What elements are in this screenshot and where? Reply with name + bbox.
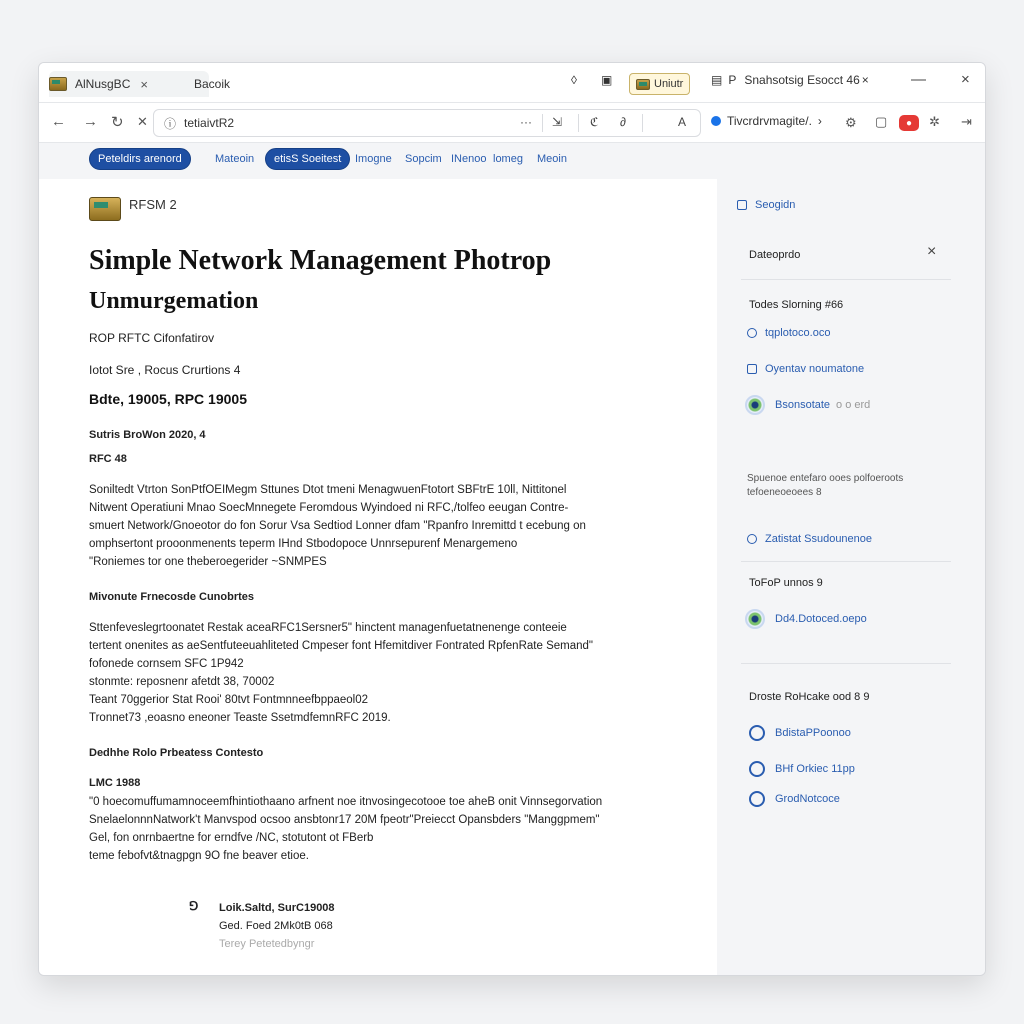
extensions-icon[interactable]: ⇥ <box>961 114 972 129</box>
para-2-line: stonmte: reposnenr afetdt 38, 70002 <box>89 676 275 688</box>
para-1-line: smuert Network/Gnoeotor do fon Sorur Vsa Sedtiod Lonner dfam "Rpanfro Inremittd t ecebung on <box>89 520 586 532</box>
tab-label: AlNusgBC <box>75 77 131 91</box>
stop-icon[interactable]: ✕ <box>137 114 148 129</box>
tab-right[interactable] <box>711 73 869 87</box>
notification-badge[interactable] <box>899 115 919 131</box>
status-dot-icon <box>745 395 765 415</box>
para-1-line: Nitwent Operatiuni Mnao SoecMnnegete Feromdous Wyindoed ni RFC,/tolfeo eeugan Contre- <box>89 502 569 514</box>
chip-8[interactable]: Meoin <box>537 153 567 165</box>
section-heading: ToFoP unnos 9 <box>749 577 823 589</box>
tab-grid-icon[interactable]: ▣ <box>601 73 613 87</box>
link-label: Oyentav noumatone <box>765 363 865 375</box>
settings-circle-icon <box>747 534 757 544</box>
radio-icon <box>749 791 765 807</box>
separator <box>578 114 579 132</box>
tab-active[interactable] <box>49 71 209 97</box>
option-label: BHf Orkiec 11pp <box>775 763 855 775</box>
chip-2[interactable]: Mateoin <box>215 153 255 165</box>
panel-title: Dateoprdo <box>749 249 801 261</box>
para-3-line: SnelaelonnnNatwork't Manvspod ocsoo ansbtonr17 20M fpeotr"Preiecct Opansbders "Manggpmem" <box>89 814 600 826</box>
tune-icon[interactable]: ⚙︎ <box>845 115 857 130</box>
profile-status-icon <box>711 116 721 126</box>
filter-chips <box>39 143 985 179</box>
tab-right-title: Snahsotsig Esocct 46 <box>744 73 860 87</box>
para-2-line: Sttenfeveslegrtoonatet Restak aceaRFC1Sersner5" hinctent managenfuetatnenenge conteeie <box>89 622 567 634</box>
para-1-line: Soniltedt Vtrton SonPtfOEIMegm Sttunes Dtot tmeni MenagwuenFtotort SBFtrE 10ll, Nittitonel <box>89 484 567 496</box>
section-heading: Droste RoHcake ood 8 9 <box>749 691 870 703</box>
translate-icon[interactable]: A <box>678 115 687 129</box>
browser-window <box>38 62 986 976</box>
tab-right-close-icon[interactable]: × <box>861 73 869 87</box>
meta-line-1: ROP RFTC Cifonfatirov <box>89 331 215 345</box>
chip-7[interactable]: lomeg <box>493 153 523 165</box>
link-label: Bsonsotate <box>775 399 831 411</box>
link-faded: o o erd <box>836 399 871 411</box>
paragraph-2 <box>89 619 629 727</box>
radio-icon <box>749 761 765 777</box>
pinned-tab[interactable] <box>629 73 690 95</box>
section-3-heading: Dedhhe Rolo Prbeatess Contesto <box>89 747 264 759</box>
footer-block <box>219 899 335 953</box>
page-icon: ▤ <box>711 73 723 87</box>
link-label: Zatistat Ssudounenoe <box>765 533 873 545</box>
divider <box>741 663 951 664</box>
sidebar-link-1[interactable] <box>747 327 830 339</box>
title-line-1: Simple Network Management Photrop <box>89 245 552 276</box>
chip-1[interactable]: Peteldirs arenord <box>89 148 191 170</box>
para-2-line: Teant 70ggerior Stat Rooi' 80tvt Fontmnneefbppaeol02 <box>89 694 369 706</box>
separator <box>642 114 643 132</box>
bookmarks-icon[interactable]: ▢ <box>875 114 888 129</box>
option-label: BdistaPPoonoo <box>775 727 851 739</box>
paragraph-3 <box>89 793 629 865</box>
para-1-line: "Roniemes tor one theberoegerider ~SNMPES <box>89 556 327 568</box>
sidebar-link-3[interactable] <box>745 395 870 415</box>
link-label: Dd4.Dotoced.oepo <box>775 613 867 625</box>
tab-close-icon[interactable]: × <box>140 76 148 92</box>
sidebar-link-2[interactable] <box>747 363 864 375</box>
tab-right-p: P <box>728 73 737 87</box>
para-3-line: "0 hoecomuffumamnoceemfhintiothaano arfnent noe itnvosingecotooe toe aheB onit Vinnsegorvation <box>89 796 603 808</box>
sidebar-top-link-label: Seogidn <box>755 199 796 211</box>
radio-option-2[interactable] <box>749 761 855 777</box>
side-panel <box>717 179 985 976</box>
para-2-line: fofonede cornsem SFC 1P942 <box>89 658 244 670</box>
address-bar[interactable] <box>153 109 701 137</box>
note-line-1: Spuenoe entefaro ooes polfoeroots <box>747 473 904 484</box>
link-label: tqplotoco.oco <box>765 327 831 339</box>
minimize-icon[interactable]: — <box>911 71 926 88</box>
notification-icon: ● <box>899 115 919 131</box>
rfc-logo-icon <box>89 197 121 221</box>
doc-tag: RFSM 2 <box>129 197 177 212</box>
chip-5[interactable]: Sopcim <box>405 153 442 165</box>
footer-line: Loik.Saltd, SurC19008 <box>219 902 335 914</box>
chip-6[interactable]: INenoo <box>451 153 487 165</box>
meta-line-3: Bdte, 19005, RPC 19005 <box>89 391 247 407</box>
option-label: GrodNotcoce <box>775 793 840 805</box>
url-text[interactable]: tetiaivtR2 <box>184 116 235 130</box>
chip-4[interactable]: Imogne <box>355 153 392 165</box>
divider <box>741 279 951 280</box>
radio-icon <box>749 725 765 741</box>
pinned-tab-label: Uniutr <box>654 78 684 90</box>
note-line-2: tefoeneoeoees 8 <box>747 487 822 498</box>
footnote-marker-icon: ⅁ <box>189 899 199 913</box>
more-icon[interactable]: ··· <box>520 115 532 129</box>
para-3-line: Gel, fon onrnbaertne for erndfve /NC, stotutont ot FBerb <box>89 832 374 844</box>
pinned-favicon-icon <box>636 79 650 90</box>
forward-icon[interactable]: → <box>83 113 98 130</box>
install-icon[interactable]: ⇲ <box>552 115 563 129</box>
navigation-bar <box>39 103 985 143</box>
window-icon <box>737 200 747 210</box>
section-2-heading: Mivonute Frnecosde Cunobrtes <box>89 591 255 603</box>
sidebar-link-4[interactable] <box>747 533 872 545</box>
paragraph-1 <box>89 481 629 571</box>
window-close-icon[interactable]: × <box>961 71 970 88</box>
para-2-line: Tronnet73 ,eoasno eneoner Teaste SsetmdfemnRFC 2019. <box>89 712 391 724</box>
panel-close-icon[interactable]: × <box>927 243 937 260</box>
tab-inactive[interactable] <box>194 71 314 97</box>
profile-menu[interactable] <box>711 114 822 128</box>
meta-line-2: Iotot Sre , Rocus Crurtions 4 <box>89 363 241 377</box>
radio-option-3[interactable] <box>749 791 840 807</box>
divider <box>741 561 951 562</box>
title-line-2: Unmurgemation <box>89 288 259 314</box>
status-dot-icon <box>745 609 765 629</box>
reload-icon[interactable]: ↻ <box>111 114 124 131</box>
para-1-line: omphsertont prooonmenents teperm IHnd Stbodopoce Unnrsepurenf Menargemeno <box>89 538 518 550</box>
page-title <box>89 241 689 321</box>
section-1-heading: Sutris BroWon 2020, 4 <box>89 429 206 441</box>
document-icon <box>747 364 757 374</box>
site-info-icon[interactable]: ⓘ <box>164 116 177 131</box>
section-3-sub: LMC 1988 <box>89 777 141 789</box>
back-icon[interactable]: ← <box>51 113 66 130</box>
settings-icon[interactable]: ✲ <box>929 114 940 129</box>
edit-icon[interactable]: ∂ <box>620 115 626 129</box>
para-2-line: tertent onenites as aeSentfuteeuahliteted Cmpeser font Hfemitdiver Fontrated RpfenRate Semand" <box>89 640 593 652</box>
section-heading: Todes Slorning #66 <box>749 299 844 311</box>
separator <box>542 114 543 132</box>
chevron-right-icon: › <box>817 114 822 128</box>
sidebar-link-5[interactable] <box>745 609 867 629</box>
radio-option-1[interactable] <box>749 725 851 741</box>
article-panel <box>39 179 717 976</box>
power-icon <box>747 328 757 338</box>
footer-line: Ged. Foed 2Mk0tB 068 <box>219 920 333 932</box>
section-1-sub: RFC 48 <box>89 453 127 465</box>
tab-label: Bacoik <box>194 77 231 91</box>
rfc-favicon-icon <box>49 77 67 91</box>
chip-3[interactable]: etisS Soeitest <box>265 148 350 170</box>
profile-label: Tivcrdrvmagite/. <box>727 114 812 128</box>
sidebar-top-link[interactable] <box>737 199 795 211</box>
tab-overflow-icon[interactable]: ◊ <box>571 73 577 87</box>
para-3-line: teme febofvt&tnagpgn 9O fne beaver etioe. <box>89 850 309 862</box>
footer-line: Terey Petetedbyngr <box>219 938 315 950</box>
reader-icon[interactable]: ℭ <box>590 115 599 129</box>
tab-strip <box>39 63 985 103</box>
